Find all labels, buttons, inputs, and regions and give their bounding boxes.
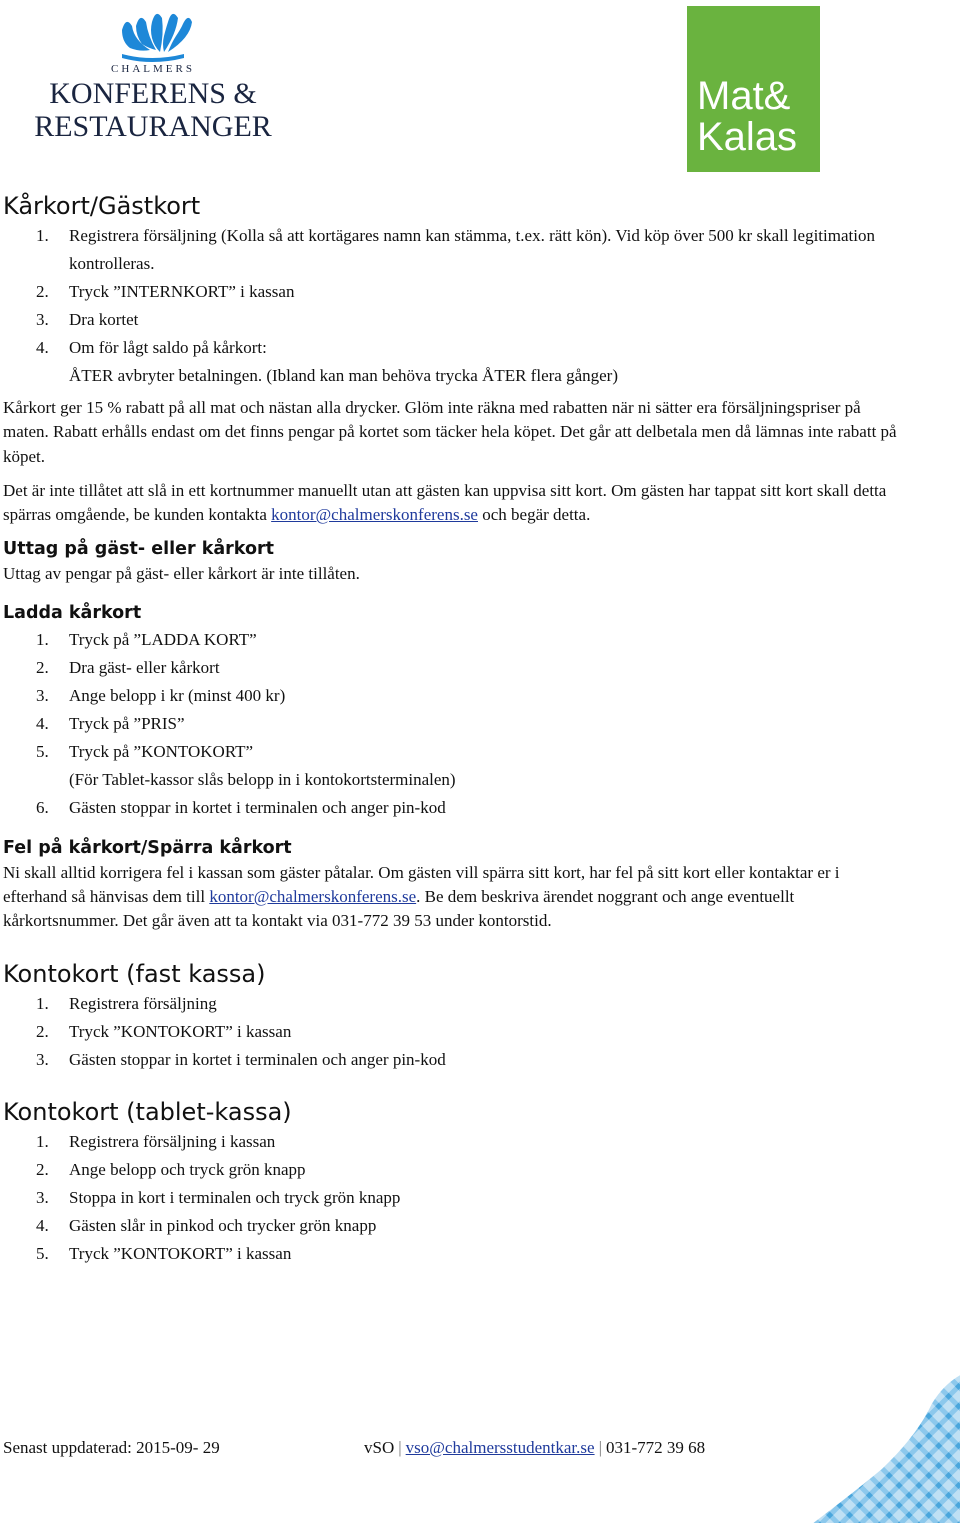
step-text: Om för lågt saldo på kårkort: (69, 338, 267, 357)
step-text: Gästen stoppar in kortet i terminalen och anger pin-kod (69, 1049, 446, 1069)
step-number: 1. (36, 629, 49, 649)
chalmers-konferens-logo (22, 8, 292, 143)
step-number: 4. (36, 1215, 49, 1235)
step-number: 3. (36, 1049, 49, 1069)
list-item (3, 682, 903, 710)
karkort-steps (3, 222, 903, 390)
list-item (3, 306, 903, 334)
section-title-kontokort-fast: Kontokort (fast kassa) (3, 959, 266, 988)
brand-chalmers-text: CHALMERS (111, 63, 195, 75)
step-number: 3. (36, 685, 49, 705)
list-item (3, 990, 903, 1018)
list-item (3, 654, 903, 682)
footer-org: vSO (364, 1438, 395, 1457)
footer-updated: Senast uppdaterad: 2015-09- 29 (3, 1438, 220, 1457)
step-number: 1. (36, 993, 49, 1013)
section-title-karkort: Kårkort/Gästkort (3, 192, 201, 220)
list-item (3, 1018, 903, 1046)
crown-icon (122, 14, 192, 62)
step-text: Tryck ”INTERNKORT” i kassan (69, 282, 295, 301)
step-number: 5. (36, 1243, 49, 1263)
list-item (3, 1156, 903, 1184)
footer-separator: | (398, 1438, 402, 1457)
step-number: 5. (36, 741, 49, 761)
main-content (3, 190, 903, 1268)
kontokort-tablet-steps (3, 1128, 903, 1268)
ladda-steps (3, 626, 903, 822)
step-number: 4. (36, 338, 49, 357)
step-number: 3. (36, 310, 49, 329)
paragraph-text: och begär detta. (477, 505, 591, 525)
step-text: Registrera försäljning (69, 993, 217, 1013)
step-number: 2. (36, 1021, 49, 1041)
step-text: Ange belopp i kr (minst 400 kr) (69, 685, 286, 705)
list-item (3, 738, 903, 794)
list-item (3, 278, 903, 306)
kontokort-fast-steps (3, 990, 903, 1074)
page-curl-decoration (810, 1373, 960, 1523)
section-title-ladda: Ladda kårkort (3, 602, 142, 623)
step-number: 2. (36, 1159, 49, 1179)
step-number: 4. (36, 713, 49, 733)
step-text: Tryck på ”PRIS” (69, 713, 185, 733)
step-text: Stoppa in kort i terminalen och tryck grön knapp (69, 1187, 401, 1207)
section-title-kontokort-tablet: Kontokort (tablet-kassa) (3, 1097, 292, 1126)
karkort-discount-paragraph: Kårkort ger 15 % rabatt på all mat och nästan alla drycker. Glöm inte räkna med rabatten när ni sätter era försäljningspriser på maten. Rabatt erhålls endast om det finns pengar på kortet som täcker hela köpet. Det går att delbetala men då lämnas inte rabatt på köpet. (3, 398, 897, 466)
step-text: Tryck på ”KONTOKORT” (69, 741, 254, 761)
brand-kalas-text: Kalas (697, 115, 798, 159)
footer-contact (364, 1436, 705, 1460)
section-title-fel: Fel på kårkort/Spärra kårkort (3, 837, 292, 858)
section-title-uttag: Uttag på gäst- eller kårkort (3, 539, 274, 560)
footer-phone: 031-772 39 68 (605, 1438, 706, 1457)
step-number: 2. (36, 657, 49, 677)
step-text: Ange belopp och tryck grön knapp (69, 1159, 306, 1179)
list-item (3, 1128, 903, 1156)
step-text: Gästen slår in pinkod och trycker grön knapp (69, 1215, 377, 1235)
paragraph-text: . Be dem beskriva ärendet noggrant och ange eventuellt kårkortsnummer. Det går även att ta kontakt via 031-772 39 53 under kontorstid. (3, 887, 795, 931)
list-item (3, 1212, 903, 1240)
list-item (3, 626, 903, 654)
step-text: Dra gäst- eller kårkort (69, 657, 220, 677)
list-item (3, 1184, 903, 1212)
step-text: Dra kortet (69, 310, 139, 329)
brand-konferens-text: KONFERENS & (49, 77, 257, 110)
step-number: 1. (36, 226, 49, 245)
footer-separator: | (598, 1438, 602, 1457)
list-item (3, 1240, 903, 1268)
list-item (3, 334, 903, 390)
step-subtext: ÅTER avbryter betalningen. (Ibland kan man behöva trycka ÅTER flera gånger) (69, 366, 618, 385)
step-text: Gästen stoppar in kortet i terminalen och anger pin-kod (69, 797, 446, 817)
step-number: 1. (36, 1131, 49, 1151)
step-text: Tryck på ”LADDA KORT” (69, 629, 257, 649)
step-subtext: (För Tablet-kassor slås belopp in i kontokortsterminalen) (69, 769, 456, 789)
fel-paragraph (3, 861, 903, 934)
kontor-email-link[interactable]: kontor@chalmerskonferens.se (271, 505, 478, 525)
brand-mat-text: Mat& (697, 74, 791, 118)
list-item (3, 710, 903, 738)
brand-restauranger-text: RESTAURANGER (34, 110, 272, 143)
step-text: Tryck ”KONTOKORT” i kassan (69, 1243, 292, 1263)
step-text: Registrera försäljning (Kolla så att kortägares namn kan stämma, t.ex. rätt kön). Vid köp över 500 kr skall legitimation kontrolleras. (69, 226, 875, 273)
list-item (3, 794, 903, 822)
kontor-email-link[interactable]: kontor@chalmerskonferens.se (209, 887, 417, 907)
step-text: Tryck ”KONTOKORT” i kassan (69, 1021, 292, 1041)
list-item (3, 222, 903, 278)
footer-email-link[interactable]: vso@chalmersstudentkar.se (405, 1438, 595, 1457)
paragraph-text: Det är inte tillåtet att slå in ett kortnummer manuellt utan att gästen kan uppvisa sitt kort. Om gästen har tappat sitt kort skall detta spärras omgående, be kunden kontakta (3, 480, 887, 525)
step-number: 3. (36, 1187, 49, 1207)
paragraph-text: Ni skall alltid korrigera fel i kassan som gäster påtalar. Om gästen vill spärra sitt kort, har fel på sitt kort eller kontaktar er i efterhand så hänvisas dem till (3, 862, 840, 907)
uttag-paragraph: Uttag av pengar på gäst- eller kårkort är inte tillåten. (3, 564, 360, 584)
step-number: 6. (36, 797, 49, 817)
list-item (3, 1046, 903, 1074)
step-number: 2. (36, 282, 49, 301)
karkort-manual-entry-paragraph (3, 479, 903, 528)
step-text: Registrera försäljning i kassan (69, 1131, 276, 1151)
mat-kalas-logo (687, 6, 820, 172)
